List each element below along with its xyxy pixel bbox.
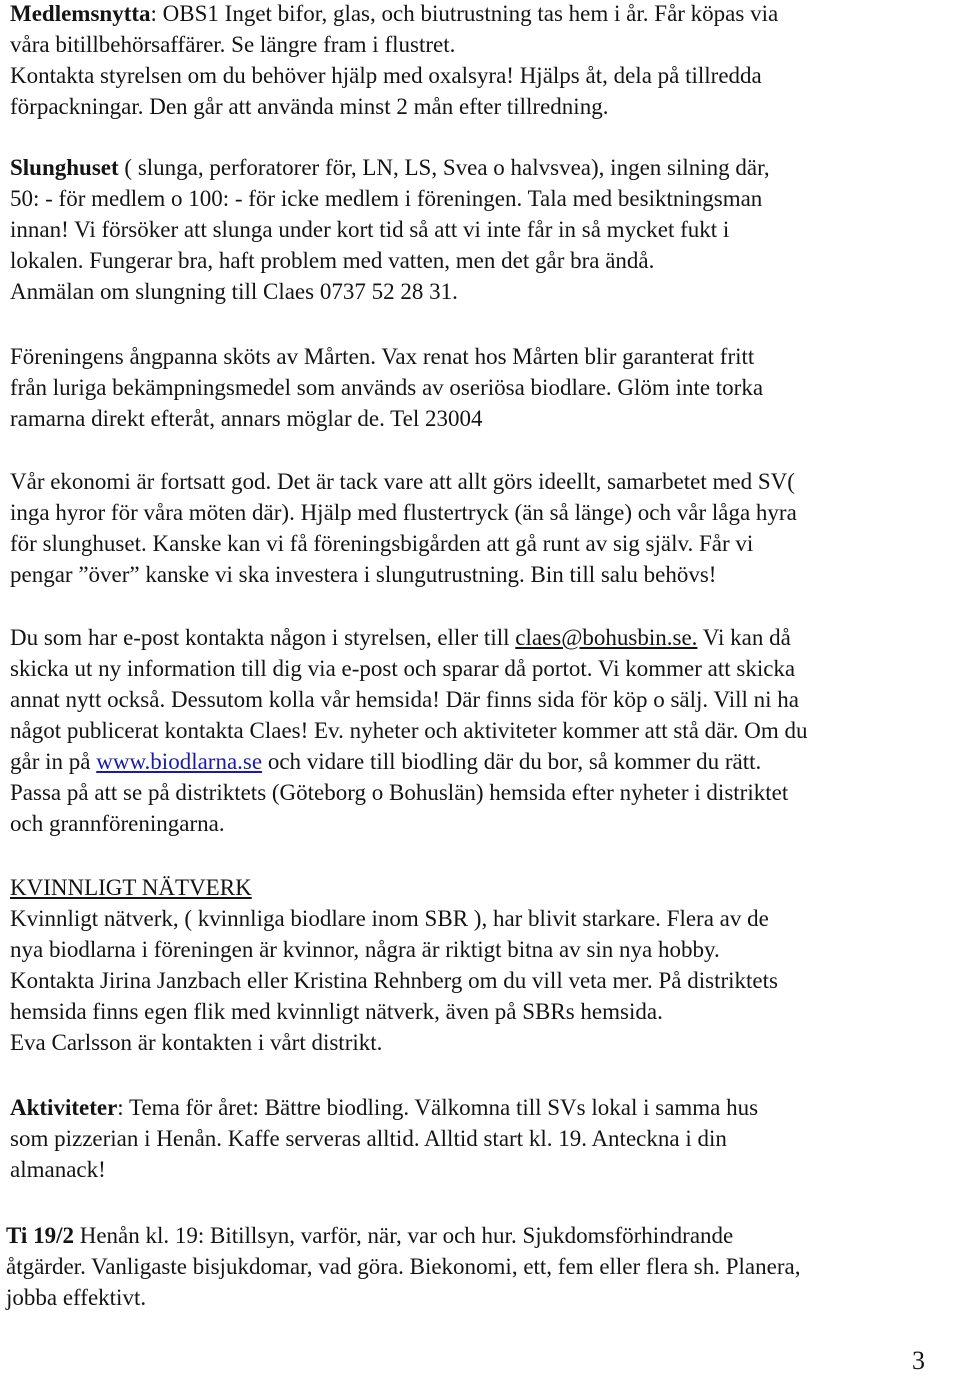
website-link[interactable]: www.biodlarna.se xyxy=(96,749,263,774)
text-span: Henån kl. 19: Bitillsyn, varför, när, var och hur. Sjukdomsförhindrande xyxy=(73,1223,734,1248)
text-line: åtgärder. Vanligaste bisjukdomar, vad göra. Biekonomi, ett, fem eller flera sh. Planera, xyxy=(6,1254,801,1279)
text-line: almanack! xyxy=(10,1157,106,1182)
text-line: och grannföreningarna. xyxy=(10,811,225,836)
text-line xyxy=(10,746,808,777)
text-line xyxy=(6,1220,800,1251)
text-line: Föreningens ångpanna sköts av Mårten. Vax renat hos Mårten blir garanterat fritt xyxy=(10,344,755,369)
event-date: Ti 19/2 xyxy=(6,1223,74,1248)
label-aktiviteter: Aktiviteter xyxy=(10,1095,118,1120)
label-slunghuset: Slunghuset xyxy=(10,155,119,180)
text-line: hemsida finns egen flik med kvinnligt nätverk, även på SBRs hemsida. xyxy=(10,999,663,1024)
text-line: inga hyror för våra möten där). Hjälp med flustertryck (än så länge) och vår låga hyra xyxy=(10,500,797,525)
section-kvinnligt-natverk xyxy=(10,872,778,1058)
text-line: Vår ekonomi är fortsatt god. Det är tack vare att allt görs ideellt, samarbetet med SV( xyxy=(10,469,795,494)
text-line: jobba effektivt. xyxy=(6,1285,147,1310)
text-line: Anmälan om slungning till Claes 0737 52 28 31. xyxy=(10,279,458,304)
label-medlemsnytta: Medlemsnytta xyxy=(10,1,151,26)
text-line: Passa på att se på distriktets (Göteborg o Bohuslän) hemsida efter nyheter i distriktet xyxy=(10,780,789,805)
paragraph-event xyxy=(6,1220,800,1313)
text-line: något publicerat kontakta Claes! Ev. nyheter och aktiviteter kommer att stå där. Om du xyxy=(10,718,808,743)
text-line: skicka ut ny information till dig via e-post och sparar då portot. Vi kommer att skicka xyxy=(10,656,796,681)
paragraph-slunghuset xyxy=(10,152,770,307)
text-line: pengar ”över” kanske vi ska investera i slungutrustning. Bin till salu behövs! xyxy=(10,562,717,587)
text-span: ( slunga, perforatorer för, LN, LS, Svea o halvsvea), ingen silning där, xyxy=(118,155,770,180)
text-line: ramarna direkt efteråt, annars möglar de. Tel 23004 xyxy=(10,406,483,431)
text-line xyxy=(10,1092,758,1123)
paragraph-foreningen xyxy=(10,341,763,434)
paragraph-ekonomi xyxy=(10,466,797,590)
text-line: 50: - för medlem o 100: - för icke medlem i föreningen. Tala med besiktningsman xyxy=(10,186,763,211)
text-line: som pizzerian i Henån. Kaffe serveras alltid. Alltid start kl. 19. Anteckna i din xyxy=(10,1126,727,1151)
text-line: våra bitillbehörsaffärer. Se längre fram i flustret. xyxy=(10,32,456,57)
text-span: Du som har e-post kontakta någon i styrelsen, eller till xyxy=(10,625,516,650)
text-line: Kontakta Jirina Janzbach eller Kristina Rehnberg om du vill veta mer. På distriktets xyxy=(10,968,778,993)
page-number: 3 xyxy=(912,1346,925,1375)
paragraph-medlemsnytta xyxy=(10,0,778,122)
text-line xyxy=(10,152,770,183)
text-span: Vi kan då xyxy=(697,625,791,650)
email-link[interactable]: claes@bohusbin.se. xyxy=(515,625,698,650)
text-line xyxy=(10,622,808,653)
text-line: Eva Carlsson är kontakten i vårt distrikt. xyxy=(10,1030,383,1055)
text-span: : Tema för året: Bättre biodling. Välkomna till SVs lokal i samma hus xyxy=(117,1095,759,1120)
text-line: innan! Vi försöker att slunga under kort tid så att vi inte får in så mycket fukt i xyxy=(10,217,730,242)
text-line: Kvinnligt nätverk, ( kvinnliga biodlare inom SBR ), har blivit starkare. Flera av de xyxy=(10,906,769,931)
text-line: för slunghuset. Kanske kan vi få föreningsbigården att gå runt av sig själv. Får vi xyxy=(10,531,754,556)
text-line: Kontakta styrelsen om du behöver hjälp med oxalsyra! Hjälps åt, dela på tillredda xyxy=(10,63,762,88)
text-line xyxy=(10,0,778,29)
text-span: : OBS1 Inget bifor, glas, och biutrustning tas hem i år. Får köpas via xyxy=(150,1,779,26)
text-line: förpackningar. Den går att använda minst 2 mån efter tillredning. xyxy=(10,94,609,119)
paragraph-aktiviteter xyxy=(10,1092,758,1185)
text-span: och vidare till biodling där du bor, så kommer du rätt. xyxy=(262,749,762,774)
section-heading: KVINNLIGT NÄTVERK xyxy=(10,875,252,900)
text-line: lokalen. Fungerar bra, haft problem med vatten, men det går bra ändå. xyxy=(10,248,655,273)
text-line: annat nytt också. Dessutom kolla vår hemsida! Där finns sida för köp o sälj. Vill ni ha xyxy=(10,687,799,712)
text-span: går in på xyxy=(10,749,97,774)
paragraph-epost xyxy=(10,622,808,839)
text-line: från luriga bekämpningsmedel som används av oseriösa biodlare. Glöm inte torka xyxy=(10,375,764,400)
text-line: nya biodlarna i föreningen är kvinnor, några är riktigt bitna av sin nya hobby. xyxy=(10,937,720,962)
